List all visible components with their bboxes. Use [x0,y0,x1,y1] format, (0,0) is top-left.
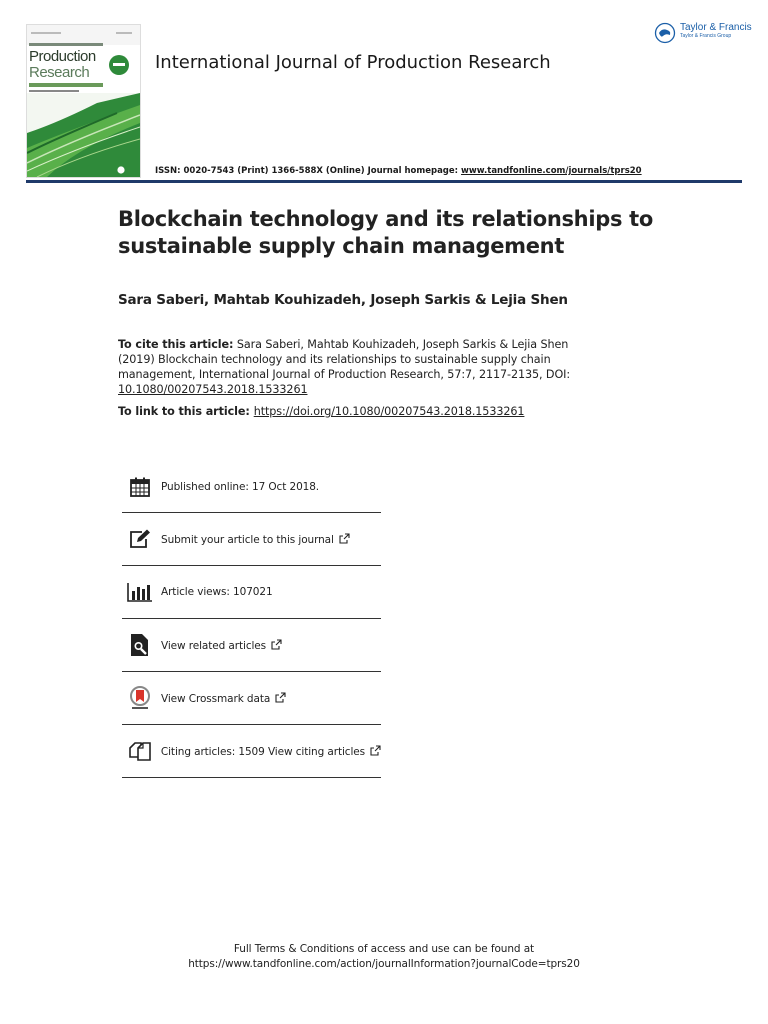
journal-title: International Journal of Production Research [155,52,551,73]
article-doi-link[interactable]: https://doi.org/10.1080/00207543.2018.1533261 [253,405,525,418]
cover-top-band [27,25,140,45]
cite-doi-link[interactable]: 10.1080/00207543.2018.1533261 [118,383,308,396]
cover-badge-icon [109,55,129,75]
cover-title-line1: Production [29,48,96,65]
cite-text: Sara Saberi, Mahtab Kouhizadeh, Joseph Sarkis & Lejia Shen (2019) Blockchain technology and its relationships to sustainable supply chain management, International Journal of Production Research, 57:7, 2117-2135, DOI: [118,338,571,381]
issn-line [155,166,642,176]
citing-articles-row[interactable] [122,725,381,778]
article-views-text: Article views: 107021 [161,586,273,598]
cover-grey-bar [29,90,79,92]
journal-homepage-link[interactable]: www.tandfonline.com/journals/tprs20 [461,166,642,176]
cover-title-line2: Research [29,64,90,81]
submit-article-link[interactable]: Submit your article to this journal [161,533,334,546]
related-articles-link[interactable]: View related articles [161,639,267,652]
cover-artwork [27,93,140,177]
taylor-francis-logo-icon [654,22,676,44]
crossmark-link[interactable]: View Crossmark data [161,692,271,705]
cover-green-bar [29,83,103,87]
published-online-text: Published online: 17 Oct 2018. [161,481,320,493]
article-authors: Sara Saberi, Mahtab Kouhizadeh, Joseph Sarkis & Lejia Shen [118,292,568,308]
published-online-row [122,462,381,513]
related-articles-row[interactable] [122,619,381,672]
link-label: To link to this article: [118,405,250,418]
crossmark-icon [127,685,153,711]
external-link-icon [339,533,350,544]
terms-text: Full Terms & Conditions of access and use can be found at [233,943,535,955]
issn-text: ISSN: 0020-7543 (Print) 1366-588X (Online) Journal homepage: [155,166,462,176]
journal-cover-image [26,24,141,178]
terms-footer [0,942,768,972]
publisher-name: Taylor & Francis [680,22,752,33]
bar-chart-icon [127,579,153,605]
article-info-list [122,462,381,778]
calendar-icon [127,474,153,500]
submit-article-row[interactable] [122,513,381,566]
article-title: Blockchain technology and its relationships to sustainable supply chain management [118,207,654,258]
publisher-group: Taylor & Francis Group [680,33,732,39]
citing-articles-link[interactable]: Citing articles: 1509 View citing articles [160,745,365,758]
citing-icon [127,738,153,764]
citation-block [118,337,588,397]
external-link-icon [271,639,282,650]
article-views-row [122,566,381,619]
search-document-icon [127,632,153,658]
terms-link[interactable]: https://www.tandfonline.com/action/journalInformation?journalCode=tprs20 [188,958,580,970]
cite-label: To cite this article: [118,338,234,351]
publisher-logo[interactable] [654,22,752,46]
article-link-block [118,405,524,418]
header-divider [26,180,742,183]
crossmark-row[interactable] [122,672,381,725]
cover-stripe [29,43,103,46]
edit-icon [127,526,153,552]
external-link-icon [370,745,381,756]
external-link-icon [275,692,286,703]
